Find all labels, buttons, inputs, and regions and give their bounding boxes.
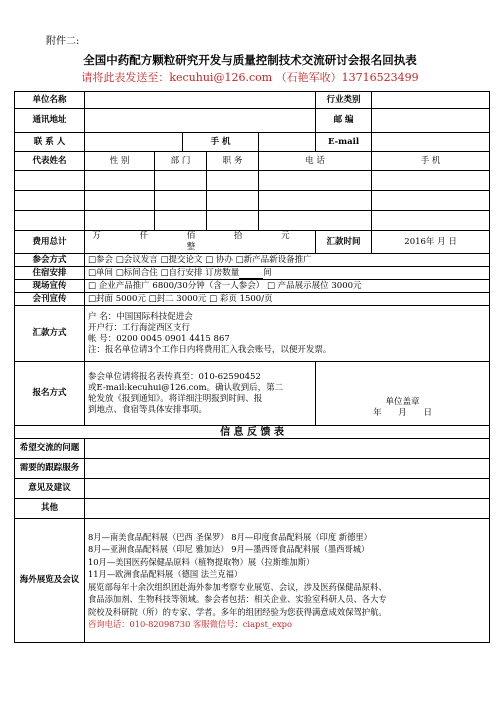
contact-field[interactable] [85,133,183,152]
row-feedback-title [15,426,490,439]
rep-cell[interactable] [207,191,259,211]
row-promo [15,280,490,293]
signup-info [85,362,316,426]
room-count-field[interactable] [239,270,263,279]
remit-account-number: 帐 号：0200 0045 0901 4415 867 [88,333,230,344]
email-label: E-mail [316,133,372,152]
rep-cell[interactable] [207,171,259,191]
feedback-label-2: 需要的跟踪服务 [15,459,85,479]
overseas-info [85,519,490,643]
postcode-field[interactable] [372,109,490,133]
row-feedback-4 [15,499,490,519]
remit-date-field[interactable]: 2016年 月 日 [372,231,490,254]
signup-line-email: 或E-mail:kecuhui@126.com。确认收到后，第二 [88,382,284,393]
lodging-options[interactable] [85,267,490,280]
rep-cell[interactable] [85,171,155,191]
feedback-field-4[interactable] [85,499,490,519]
registration-form [14,91,490,643]
attend-options[interactable]: □参会 □会议发言 □提交论文 □ 协办 □新产品新设备推广 [85,254,490,267]
signup-line-notice: 轮发放《报到通知》。将详细注明报到时间、报 [88,393,263,404]
rep-cell[interactable] [15,191,85,211]
address-field[interactable] [85,109,316,133]
rep-gender-header: 性 别 [85,152,155,171]
postcode-label: 邮 编 [316,109,372,133]
overseas-line: 院校及科研院（所）的专家、学者。多年的组团经验为您获得满意成效保驾护航。 [88,606,387,617]
row-fee [15,231,490,254]
rep-row [15,171,490,191]
promo-label: 现场宣传 [15,280,85,293]
consult-contact: 咨询电话：010-82098730 客服微信号：ciapst_expo [88,619,292,629]
overseas-label: 海外展览及会议 [15,519,85,643]
feedback-label-4: 其他 [15,499,85,519]
attachment-label: 附件二: [46,36,80,47]
rep-mobile-header: 手 机 [372,152,490,171]
row-feedback-1 [15,439,490,459]
row-signup [15,362,490,426]
seal-label: 单位盖章 [385,397,420,407]
lodging-label: 住宿安排 [15,267,85,280]
rep-cell[interactable] [15,171,85,191]
remittance-label: 汇款方式 [15,306,85,362]
rep-cell[interactable] [259,171,372,191]
page-title: 全国中药配方颗粒研究开发与质量控制技术交流研讨会报名回执表 [83,53,417,67]
overseas-line: 11月—欧洲食品配料展（德国 法兰克福） [88,569,243,579]
remittance-info [85,306,490,362]
fee-total-label: 费用总计 [15,231,85,254]
overseas-line: 8月—南美食品配料展（巴西 圣保罗） 8月—印度食品配料展（印度 新德里） [88,531,372,542]
mobile-field[interactable] [259,133,316,152]
feedback-title: 信 息 反 馈 表 [15,426,490,439]
rep-cell[interactable] [372,171,490,191]
row-remittance [15,306,490,362]
lodging-options-text: □单间 □标间合住 □自行安排 订房数量 [88,267,240,278]
row-feedback-3 [15,479,490,499]
signup-label: 报名方式 [15,362,85,426]
industry-label: 行业类别 [316,92,372,109]
remit-account-name: 户 名：中国国际科技促进会 [88,311,193,322]
remit-time-label: 汇款时间 [316,231,372,254]
feedback-field-2[interactable] [85,459,490,479]
overseas-line: 食品添加剂、生物科技等领域。参会者包括：相关企业、实验室科研人员、各大专 [88,594,387,604]
rep-cell[interactable] [155,171,207,191]
unit-name-field[interactable] [85,92,316,109]
rep-row [15,191,490,211]
mobile-label: 手 机 [183,133,259,152]
row-unit [15,92,490,109]
feedback-field-1[interactable] [85,439,490,459]
rep-name-header: 代表姓名 [15,152,85,171]
row-attend [15,254,490,267]
rep-dept-header: 部 门 [155,152,207,171]
attend-label: 参会方式 [15,254,85,267]
seal-area[interactable] [316,362,490,426]
rep-cell[interactable] [259,211,372,231]
industry-field[interactable] [372,92,490,109]
row-overseas [15,519,490,643]
overseas-line: 展览部每年十余次组织团赴海外参加考察专业展览、会议，涉及医药保健品原料、 [88,581,387,592]
feedback-label-3: 意见及建议 [15,479,85,499]
send-to-note: 请将此表发送至：kecuhui@126.com （石艳军收）13716523499 [81,71,419,84]
signup-line-details: 到地点、食宿等具体安排事项。 [88,404,208,415]
feedback-label-1: 希望交流的问题 [15,439,85,459]
row-contact [15,133,490,152]
row-journal [15,293,490,306]
remit-note: 注：报名单位请3个工作日内将费用汇入我会账号，以便开发票。 [88,344,332,355]
rep-cell[interactable] [259,191,372,211]
overseas-line: 8月—亚洲食品配料展（印尼 雅加达） 9月—墨西哥食品配料展（墨西哥城） [88,544,370,554]
signup-line-fax: 参会单位请将报名表传真至：010-62590452 [88,371,261,382]
rep-cell[interactable] [85,211,155,231]
journal-options[interactable]: □封面 5000元 □封二 3000元 □ 彩页 1500/页 [85,293,490,306]
overseas-line: 10月—美国医药保健品原料（植物提取物）展（拉斯维加斯） [88,556,315,567]
rep-cell[interactable] [372,191,490,211]
rep-position-header: 职 务 [207,152,259,171]
row-feedback-2 [15,459,490,479]
row-rep-header [15,152,490,171]
row-address [15,109,490,133]
rep-cell[interactable] [85,191,155,211]
rep-cell[interactable] [155,191,207,211]
room-unit: 间 [263,267,272,278]
rep-cell[interactable] [155,211,207,231]
unit-name-label: 单位名称 [15,92,85,109]
rep-cell[interactable] [207,211,259,231]
rep-phone-header: 电 话 [259,152,372,171]
remit-bank: 开户行：工行海淀西区支行 [88,322,191,333]
seal-date: 年 月 日 [373,408,433,418]
feedback-field-3[interactable] [85,479,490,499]
rep-cell[interactable] [372,211,490,231]
promo-options[interactable]: □ 企业产品推广 6800/30分钟（含一人参会） □ 产品展示展位 3000元 [85,280,490,293]
journal-label: 会刊宣传 [15,293,85,306]
rep-cell[interactable] [15,211,85,231]
rep-row [15,211,490,231]
contact-label: 联 系 人 [15,133,85,152]
email-field[interactable] [372,133,490,152]
fee-amount-field[interactable]: 万 仟 佰 拾 元整 [85,231,316,254]
address-label: 通讯地址 [15,109,85,133]
row-lodging [15,267,490,280]
